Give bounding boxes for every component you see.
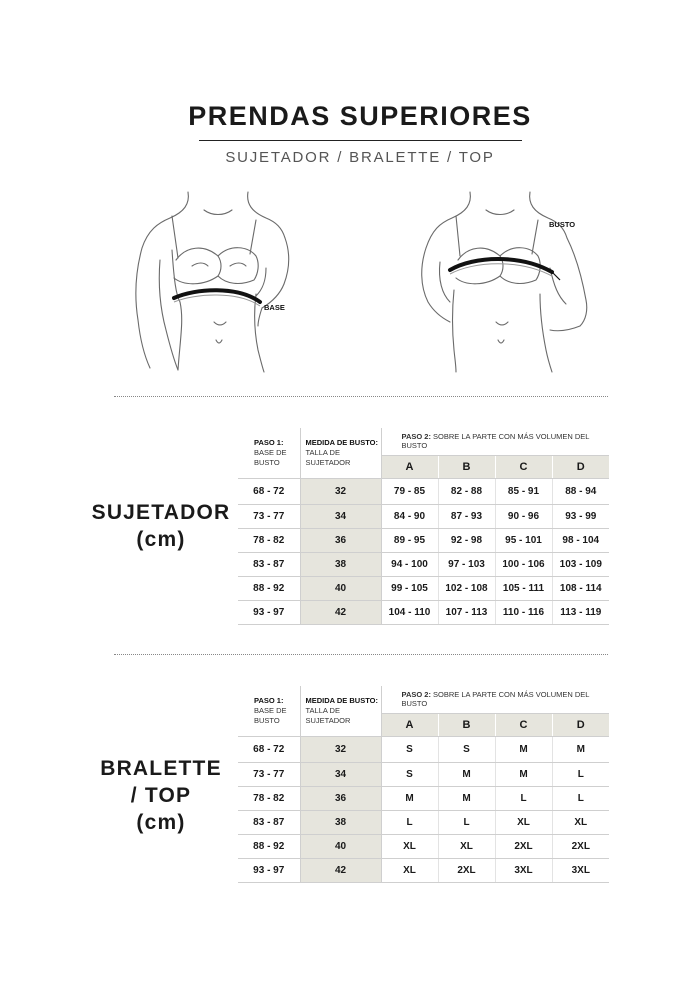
value-cell: S: [381, 762, 438, 786]
value-cell: XL: [552, 810, 609, 834]
value-cell: XL: [381, 834, 438, 858]
cup-c-header: C: [495, 713, 552, 736]
value-cell: 89 - 95: [381, 528, 438, 552]
value-cell: 98 - 104: [552, 528, 609, 552]
section-divider: [114, 396, 608, 397]
value-cell: 88 - 94: [552, 478, 609, 504]
table-row: [238, 504, 609, 528]
table-row: [238, 834, 609, 858]
bust-label: BUSTO: [549, 220, 576, 229]
table-row: [238, 478, 609, 504]
value-cell: 92 - 98: [438, 528, 495, 552]
bra-size-cell: 42: [300, 858, 381, 882]
value-cell: 90 - 96: [495, 504, 552, 528]
band-cell: 68 - 72: [238, 736, 300, 762]
bralette-label-line3: (cm): [136, 811, 186, 834]
cup-b-header: B: [438, 455, 495, 478]
band-cell: 88 - 92: [238, 576, 300, 600]
value-cell: 108 - 114: [552, 576, 609, 600]
title-underline: [199, 140, 522, 141]
bra-size-cell: 32: [300, 478, 381, 504]
sujetador-size-table: [238, 428, 609, 625]
value-cell: XL: [438, 834, 495, 858]
medida-header: MEDIDA DE BUSTO: TALLA DE SUJETADOR: [300, 686, 381, 736]
bra-size-cell: 34: [300, 504, 381, 528]
value-cell: S: [438, 736, 495, 762]
value-cell: 100 - 106: [495, 552, 552, 576]
bra-size-cell: 40: [300, 834, 381, 858]
value-cell: L: [552, 786, 609, 810]
bust-measure-illustration: [410, 190, 640, 375]
bralette-label: [66, 755, 256, 836]
table-row: [238, 786, 609, 810]
value-cell: 82 - 88: [438, 478, 495, 504]
value-cell: 85 - 91: [495, 478, 552, 504]
band-cell: 93 - 97: [238, 600, 300, 624]
value-cell: 105 - 111: [495, 576, 552, 600]
bra-size-cell: 38: [300, 552, 381, 576]
band-cell: 83 - 87: [238, 810, 300, 834]
value-cell: M: [495, 736, 552, 762]
value-cell: 3XL: [495, 858, 552, 882]
paso2-header: PASO 2: SOBRE LA PARTE CON MÁS VOLUMEN DEL BUSTO: [381, 686, 609, 713]
value-cell: M: [495, 762, 552, 786]
value-cell: M: [381, 786, 438, 810]
value-cell: M: [438, 786, 495, 810]
value-cell: 113 - 119: [552, 600, 609, 624]
bra-size-cell: 42: [300, 600, 381, 624]
table-row: [238, 600, 609, 624]
value-cell: 93 - 99: [552, 504, 609, 528]
paso2-header: PASO 2: SOBRE LA PARTE CON MÁS VOLUMEN DEL BUSTO: [381, 428, 609, 455]
table-row: [238, 528, 609, 552]
page-title: PRENDAS SUPERIORES: [188, 101, 532, 131]
cup-d-header: D: [552, 713, 609, 736]
value-cell: 84 - 90: [381, 504, 438, 528]
bra-size-cell: 40: [300, 576, 381, 600]
value-cell: L: [495, 786, 552, 810]
bra-size-cell: 36: [300, 786, 381, 810]
table-row: [238, 576, 609, 600]
value-cell: 2XL: [552, 834, 609, 858]
table-row: [238, 736, 609, 762]
value-cell: 94 - 100: [381, 552, 438, 576]
bra-size-cell: 38: [300, 810, 381, 834]
value-cell: L: [438, 810, 495, 834]
value-cell: XL: [495, 810, 552, 834]
page-subtitle: SUJETADOR / BRALETTE / TOP: [225, 149, 495, 166]
cup-d-header: D: [552, 455, 609, 478]
bra-size-cell: 32: [300, 736, 381, 762]
band-cell: 73 - 77: [238, 504, 300, 528]
base-label: BASE: [264, 303, 285, 312]
band-cell: 93 - 97: [238, 858, 300, 882]
value-cell: 2XL: [495, 834, 552, 858]
value-cell: M: [552, 736, 609, 762]
value-cell: 104 - 110: [381, 600, 438, 624]
value-cell: XL: [381, 858, 438, 882]
cup-a-header: A: [381, 713, 438, 736]
sujetador-label-line1: SUJETADOR: [91, 501, 231, 524]
sujetador-label: [66, 499, 256, 553]
value-cell: 102 - 108: [438, 576, 495, 600]
paso1-header: PASO 1: BASE DE BUSTO: [238, 686, 300, 736]
table-row: [238, 552, 609, 576]
band-cell: 83 - 87: [238, 552, 300, 576]
value-cell: S: [381, 736, 438, 762]
band-cell: 78 - 82: [238, 528, 300, 552]
value-cell: 97 - 103: [438, 552, 495, 576]
bralette-size-table: [238, 686, 609, 883]
value-cell: 95 - 101: [495, 528, 552, 552]
value-cell: 107 - 113: [438, 600, 495, 624]
table-row: [238, 810, 609, 834]
cup-b-header: B: [438, 713, 495, 736]
value-cell: L: [552, 762, 609, 786]
value-cell: M: [438, 762, 495, 786]
value-cell: L: [381, 810, 438, 834]
bralette-label-line2: / TOP: [130, 784, 192, 807]
band-cell: 78 - 82: [238, 786, 300, 810]
sujetador-label-line2: (cm): [136, 528, 186, 551]
band-cell: 68 - 72: [238, 478, 300, 504]
medida-header: MEDIDA DE BUSTO: TALLA DE SUJETADOR: [300, 428, 381, 478]
band-cell: 73 - 77: [238, 762, 300, 786]
value-cell: 79 - 85: [381, 478, 438, 504]
value-cell: 87 - 93: [438, 504, 495, 528]
band-cell: 88 - 92: [238, 834, 300, 858]
value-cell: 2XL: [438, 858, 495, 882]
cup-a-header: A: [381, 455, 438, 478]
bralette-label-line1: BRALETTE: [100, 757, 222, 780]
bra-size-cell: 36: [300, 528, 381, 552]
table-row: [238, 762, 609, 786]
paso1-header: PASO 1: BASE DE BUSTO: [238, 428, 300, 478]
value-cell: 3XL: [552, 858, 609, 882]
value-cell: 110 - 116: [495, 600, 552, 624]
table-row: [238, 858, 609, 882]
bra-size-cell: 34: [300, 762, 381, 786]
base-measure-illustration: [130, 190, 350, 375]
section-divider: [114, 654, 608, 655]
value-cell: 99 - 105: [381, 576, 438, 600]
value-cell: 103 - 109: [552, 552, 609, 576]
cup-c-header: C: [495, 455, 552, 478]
